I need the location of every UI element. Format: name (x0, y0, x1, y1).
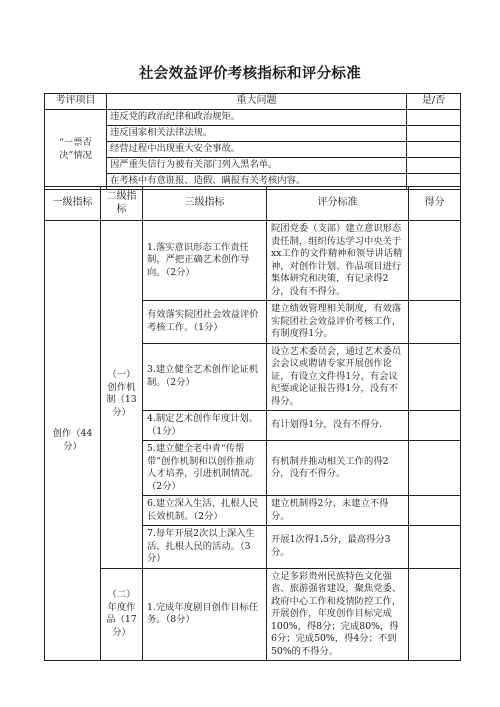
scoring-table (44, 186, 461, 661)
criteria-cell: 开展1次得1.5分，最高得分3分。 (267, 526, 409, 569)
page-title: 社会效益评价考核指标和评分标准 (139, 66, 361, 82)
veto-header-item: 考评项目 (45, 94, 107, 110)
header-level2: 二级指标 (101, 187, 143, 221)
veto-answer-cell[interactable] (407, 158, 461, 174)
level2-cell: （二）年度作品（17分） (101, 568, 143, 661)
veto-item-label: “一票否决”情况 (45, 110, 107, 190)
level3-cell: 1.完成年度剧目创作目标任务。（8分） (143, 568, 267, 661)
score-cell[interactable] (409, 221, 461, 301)
level3-cell: 6.建立深入生活、扎根人民长效机制。（2分） (143, 496, 267, 526)
veto-issue: 经营过程中出现重大安全事故。 (107, 142, 407, 158)
header-level1: 一级指标 (45, 187, 101, 221)
score-cell[interactable] (409, 343, 461, 411)
criteria-cell: 有机制并推动相关工作的得2分，没有不得分。 (267, 441, 409, 496)
header-criteria: 评分标准 (267, 187, 409, 221)
veto-answer-cell[interactable] (407, 126, 461, 142)
level3-cell: 1.落实意识形态工作责任制，严把正确艺术创作导向。（2分） (143, 221, 267, 301)
veto-issue: 违反党的政治纪律和政治规矩。 (107, 110, 407, 126)
veto-table (44, 93, 461, 190)
veto-issue: 在考核中有意诳报、造假、瞒报有关考核内容。 (107, 174, 407, 190)
score-cell[interactable] (409, 301, 461, 344)
level1-cell: 创作（44分） (45, 221, 101, 661)
level3-cell: 有效落实院团社会效益评价考核工作。（1分） (143, 301, 267, 344)
score-cell[interactable] (409, 441, 461, 496)
score-cell[interactable] (409, 411, 461, 441)
level2-cell: （一）创作机制（13分） (101, 221, 143, 569)
veto-issue: 违反国家相关法律法规。 (107, 126, 407, 142)
criteria-cell: 设立艺术委员会，通过艺术委员会会议或聘请专家开展创作论证，有设立文件得1分，有会议纪要或论证报告得1分，没有不得分。 (267, 343, 409, 411)
level3-cell: 3.建立健全艺术创作论证机制。（2分） (143, 343, 267, 411)
level3-cell: 7.每年开展2次以上深入生活、扎根人民的活动。（3分） (143, 526, 267, 569)
header-score: 得分 (409, 187, 461, 221)
veto-answer-cell[interactable] (407, 110, 461, 126)
criteria-cell: 有计划得1分，没有不得分. (267, 411, 409, 441)
score-cell[interactable] (409, 496, 461, 526)
veto-header-issue: 重大问题 (107, 94, 407, 110)
header-level3: 三级指标 (143, 187, 267, 221)
criteria-cell: 建立机制得2分，未建立不得分。 (267, 496, 409, 526)
level3-cell: 4.制定艺术创作年度计划。（1分） (143, 411, 267, 441)
veto-answer-cell[interactable] (407, 142, 461, 158)
score-cell[interactable] (409, 568, 461, 661)
criteria-cell: 立足多彩贵州民族特色文化强省、旅游强省建设，聚焦党委、政府中心工作和疫情防控工作，开展创作，年度创作目标完成100%，得8分；完成80%，得6分；完成50%，得4分；不到50%的不得分。 (267, 568, 409, 661)
veto-issue: 因严重失信行为被有关部门列入黑名单。 (107, 158, 407, 174)
veto-header-yesno: 是/否 (407, 94, 461, 110)
level3-cell: 5.建立健全老中青“传帮带”创作机制和以创作推动人才培养，引进机制情况。（2分） (143, 441, 267, 496)
criteria-cell: 院团党委（支部）建立意识形态责任制，组织传达学习中央关于xx工作的文件精神和领导讲话精神，对创作计划、作品项目进行集体研究和决策，有记录得2分，没有不得分。 (267, 221, 409, 301)
criteria-cell: 建立绩效管理相关制度，有效落实院团社会效益评价考核工作，有制度得1分。 (267, 301, 409, 344)
score-cell[interactable] (409, 526, 461, 569)
